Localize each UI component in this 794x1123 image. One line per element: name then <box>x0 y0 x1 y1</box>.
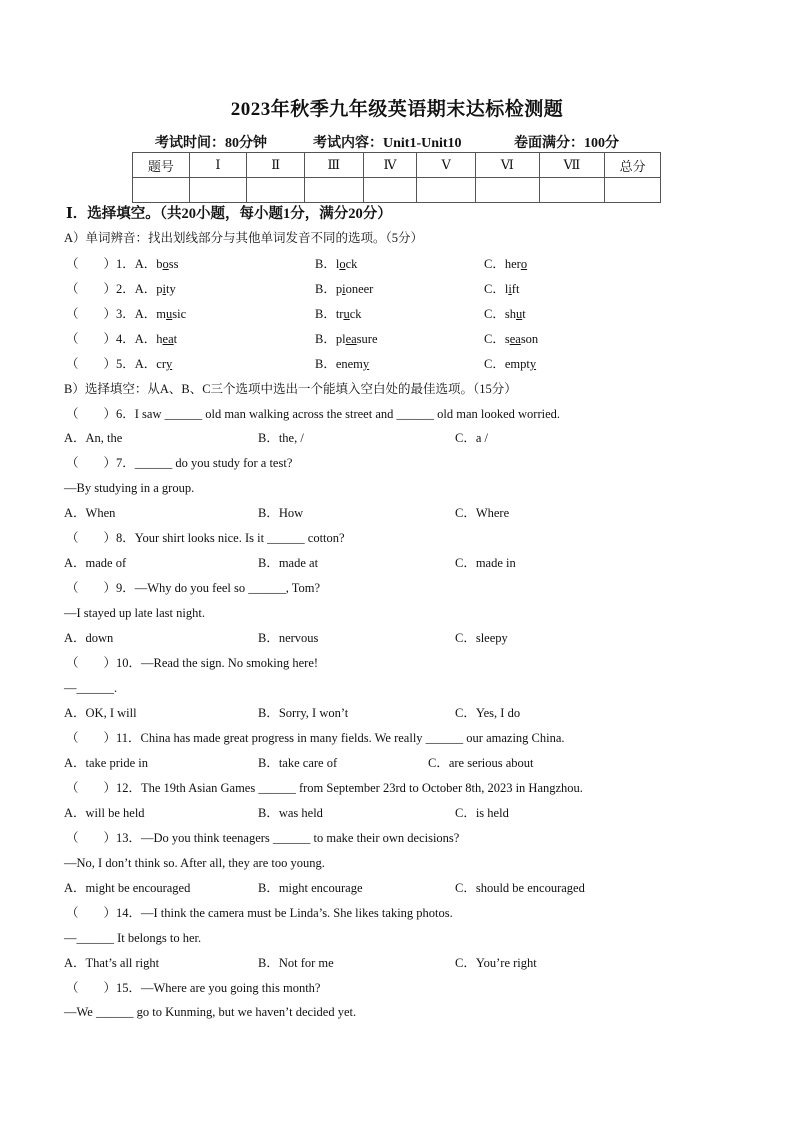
exam-content: 考试内容：Unit1-Unit10 <box>313 136 462 151</box>
option-c: C．Yes, I do <box>455 706 521 720</box>
score-table-header: Ⅵ <box>475 153 539 178</box>
question-stem: （ ）15．—Where are you going this month? <box>66 981 321 995</box>
option-c: C．season <box>484 332 539 346</box>
question-stem: （ ）11．China has made great progress in many fields. We really ______ our amazing China. <box>66 731 565 745</box>
option-c: C．shut <box>484 307 526 321</box>
option-a: A．An, the <box>64 431 123 445</box>
question-number: （ ）5．A． <box>66 357 157 371</box>
dialogue-reply: —______ It belongs to her. <box>64 931 202 945</box>
option-c: C．a / <box>455 431 488 445</box>
question-stem: （ ）12．The 19th Asian Games ______ from September 23rd to October 8th, 2023 in Hangzhou. <box>66 781 583 795</box>
option-c: C．is held <box>455 806 509 820</box>
score-cell[interactable] <box>189 178 247 203</box>
option-b: B．enemy <box>315 357 370 371</box>
score-cell[interactable] <box>539 178 605 203</box>
option-c: C．sleepy <box>455 631 508 645</box>
question-stem: （ ）14．—I think the camera must be Linda’s. She likes taking photos. <box>66 906 453 920</box>
option-b: B．was held <box>258 806 323 820</box>
score-table <box>132 152 661 203</box>
dialogue-reply: —______. <box>64 681 118 695</box>
option-b: B．truck <box>315 307 362 321</box>
question-stem: （ ）13．—Do you think teenagers ______ to make their own decisions? <box>66 831 460 845</box>
question-row: （ ）3．A．music <box>66 307 187 321</box>
question-number: （ ）1．A． <box>66 257 157 271</box>
option-c: C．are serious about <box>428 756 534 770</box>
option-a: A．That’s all right <box>64 956 160 970</box>
option-b: B．lock <box>315 257 358 271</box>
question-row: （ ）1．A．boss <box>66 257 179 271</box>
option-b: B．How <box>258 506 304 520</box>
option-b: B．Not for me <box>258 956 334 970</box>
option-a: A．When <box>64 506 116 520</box>
question-stem: （ ）6．I saw ______ old man walking across the street and ______ old man looked worried. <box>66 407 561 421</box>
option-a: A．made of <box>64 556 127 570</box>
dialogue-reply: —I stayed up late last night. <box>64 606 205 620</box>
score-table-header: Ⅳ <box>363 153 417 178</box>
option-c: C．Where <box>455 506 510 520</box>
option-a: A．down <box>64 631 114 645</box>
score-table-header: Ⅲ <box>304 153 363 178</box>
question-number: （ ）4．A． <box>66 332 157 346</box>
dialogue-reply: —By studying in a group. <box>64 481 195 495</box>
score-table-blank-row <box>133 178 661 203</box>
score-table-header: 题号 <box>133 153 190 178</box>
score-cell[interactable] <box>247 178 305 203</box>
option-b: B．pleasure <box>315 332 378 346</box>
option-a: A．OK, I will <box>64 706 137 720</box>
score-table-header: Ⅴ <box>417 153 476 178</box>
dialogue-reply: —We ______ go to Kunming, but we haven’t decided yet. <box>64 1005 357 1019</box>
option-c: C．You’re right <box>455 956 537 970</box>
score-table-header: Ⅰ <box>189 153 247 178</box>
dialogue-reply: —No, I don’t think so. After all, they are too young. <box>64 856 325 870</box>
option-b: B．take care of <box>258 756 338 770</box>
option-c: C．should be encouraged <box>455 881 585 895</box>
option-b: B．Sorry, I won’t <box>258 706 349 720</box>
question-row: （ ）2．A．pity <box>66 282 176 296</box>
question-row: （ ）4．A．heat <box>66 332 178 346</box>
option-c: C．hero <box>484 257 528 271</box>
score-table-header-row <box>133 153 661 178</box>
question-stem: （ ）7．______ do you study for a test? <box>66 456 293 470</box>
option-c: C．made in <box>455 556 516 570</box>
option-c: C．empty <box>484 357 537 371</box>
option-b: B．pioneer <box>315 282 374 296</box>
exam-time: 考试时间：80分钟 <box>155 136 267 151</box>
option-a: A．will be held <box>64 806 145 820</box>
option-a: A．take pride in <box>64 756 149 770</box>
question-stem: （ ）9．—Why do you feel so ______, Tom? <box>66 581 321 595</box>
score-table-header: Ⅶ <box>539 153 605 178</box>
option-a: A．might be encouraged <box>64 881 191 895</box>
score-cell[interactable] <box>304 178 363 203</box>
score-table-header: 总分 <box>605 153 661 178</box>
score-cell[interactable] <box>417 178 476 203</box>
score-cell[interactable] <box>475 178 539 203</box>
score-cell[interactable] <box>133 178 190 203</box>
question-row: （ ）5．A．cry <box>66 357 173 371</box>
option-b: B．might encourage <box>258 881 363 895</box>
question-stem: （ ）10．—Read the sign. No smoking here! <box>66 656 319 670</box>
score-cell[interactable] <box>605 178 661 203</box>
question-stem: （ ）8．Your shirt looks nice. Is it ______ cotton? <box>66 531 345 545</box>
section-heading: Ⅰ．选择填空。（共20小题，每小题1分，满分20分） <box>66 206 392 222</box>
score-table-header: Ⅱ <box>247 153 305 178</box>
question-number: （ ）2．A． <box>66 282 157 296</box>
part-a-instruction: A）单词辨音：找出划线部分与其他单词发音不同的选项。（5分） <box>64 231 424 245</box>
option-b: B．nervous <box>258 631 319 645</box>
option-c: C．lift <box>484 282 520 296</box>
page-title: 2023年秋季九年级英语期末达标检测题 <box>230 99 564 120</box>
exam-total-score: 卷面满分：100分 <box>514 136 619 151</box>
score-cell[interactable] <box>363 178 417 203</box>
question-number: （ ）3．A． <box>66 307 157 321</box>
option-b: B．made at <box>258 556 319 570</box>
option-b: B．the, / <box>258 431 304 445</box>
part-b-instruction: B）选择填空：从A、B、C三个选项中选出一个能填入空白处的最佳选项。（15分） <box>64 382 517 396</box>
